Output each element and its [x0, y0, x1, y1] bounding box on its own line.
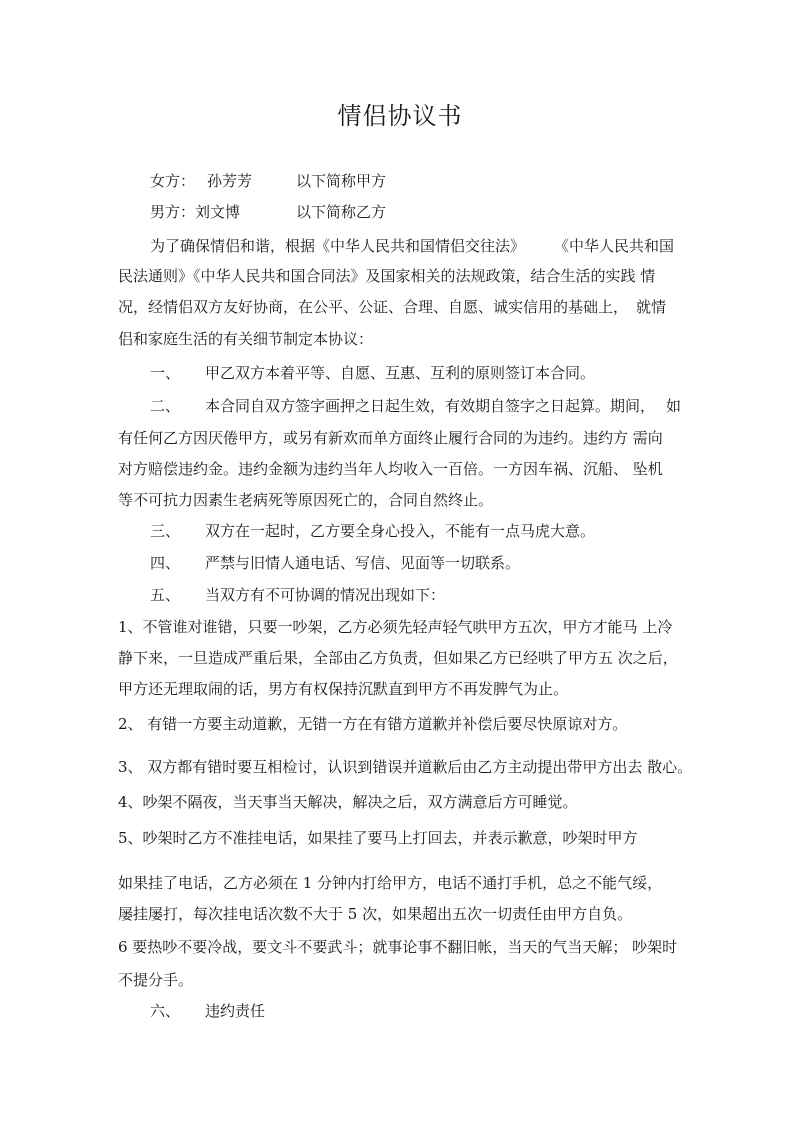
preamble-line: 民法通则》《中华人民共和国合同法》及国家相关的法规政策，结合生活的实践 情	[118, 267, 656, 285]
preamble-line: 况，经情侣双方友好协商，在公平、公证、合理、自愿、诚实信用的基础上，	[118, 298, 629, 316]
preamble-line: 为了确保情侣和谐，根据《中华人民共和国情侣交往法》	[150, 237, 526, 255]
female-party-line	[150, 171, 252, 191]
item-line: 2、 有错一方要主动道歉，无错一方在有错方道歉并补偿后要尽快原谅对方。	[118, 715, 628, 733]
preamble-line: 《中华人民共和国	[554, 237, 675, 255]
clause-2-line: 等不可抗力因素生老病死等原因死亡的，合同自然终止。	[118, 491, 494, 509]
male-label: 男方：	[150, 203, 196, 221]
clause-6-text: 违约责任	[205, 1002, 266, 1020]
male-party-line	[150, 202, 240, 222]
item-line: 1、不管谁对谁错，只要一吵架，乙方必须先轻声轻气哄甲方五次，甲方才能马 上冷	[118, 618, 673, 636]
item-line: 如果挂了电话，乙方必须在 1 分钟内打给甲方，电话不通打手机，总之不能气绥，	[118, 874, 663, 892]
item-line: 5、吵架时乙方不准挂电话，如果挂了要马上打回去，并表示歉意，吵架时甲方	[118, 829, 638, 847]
male-alias: 以下简称乙方	[296, 203, 387, 221]
clause-4-text: 严禁与旧情人通电话、写信、见面等一切联系。	[205, 554, 521, 572]
clause-2-number: 二、	[150, 397, 181, 415]
item-line: 屡挂屡打，每次挂电话次数不大于 5 次，如果超出五次一切责任由甲方自负。	[118, 905, 633, 923]
clause-6-number: 六、	[150, 1002, 181, 1020]
item-line: 3、 双方都有错时要互相检讨，认识到错误并道歉后由乙方主动提出带甲方出去 散心。	[118, 758, 693, 776]
clause-3-text: 双方在一起时，乙方要全身心投入，不能有一点马虎大意。	[205, 522, 596, 540]
female-name: 孙芳芳	[207, 172, 253, 190]
female-label: 女方：	[150, 172, 196, 190]
clause-2-line: 有任何乙方因厌倦甲方，或另有新欢而单方面终止履行合同的为违约。违约方 需向	[118, 429, 663, 447]
clause-2-line: 如	[666, 397, 682, 415]
document-title: 情侣协议书	[337, 102, 463, 130]
clause-4-number: 四、	[150, 554, 181, 572]
clause-5-number: 五、	[150, 586, 181, 604]
clause-1-text: 甲乙双方本着平等、自愿、互惠、互利的原则签订本合同。	[205, 364, 596, 382]
item-line: 6 要热吵不要冷战，要文斗不要武斗；就事论事不翻旧帐，当天的气当天解； 吵架时	[118, 938, 678, 956]
preamble-line: 就情	[636, 298, 667, 316]
item-line: 甲方还无理取闹的话，男方有权保持沉默直到甲方不再发脾气为止。	[118, 680, 569, 698]
item-line: 4、吵架不隔夜，当天事当天解决，解决之后，双方满意后方可睡觉。	[118, 793, 578, 811]
clause-3-number: 三、	[150, 522, 181, 540]
item-line: 静下来，一旦造成严重后果，全部由乙方负责，但如果乙方已经哄了甲方五 次之后，	[118, 649, 678, 667]
female-alias: 以下简称甲方	[296, 172, 387, 190]
preamble-line: 侣和家庭生活的有关细节制定本协议：	[118, 330, 374, 348]
clause-1-number: 一、	[150, 364, 181, 382]
clause-5-text: 当双方有不可协调的情况出现如下：	[205, 586, 446, 604]
clause-2-line: 对方赔偿违约金。违约金额为违约当年人均收入一百倍。一方因车祸、沉船、 坠机	[118, 460, 663, 478]
male-name: 刘文博	[195, 203, 241, 221]
clause-2-line: 本合同自双方签字画押之日起生效，有效期自签字之日起算。期间，	[205, 397, 656, 415]
item-line: 不提分手。	[118, 971, 194, 989]
